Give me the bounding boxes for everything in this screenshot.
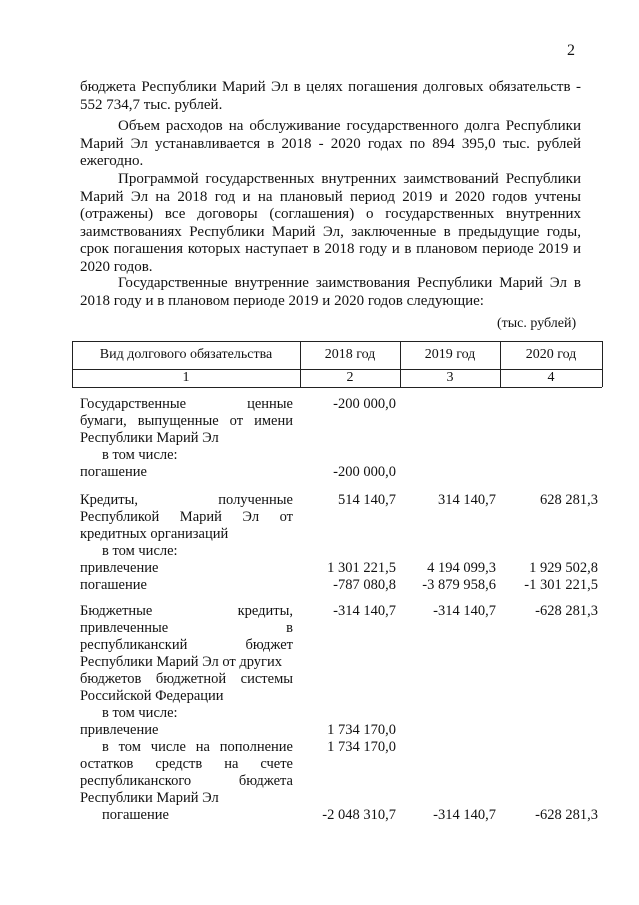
budget-credits-repay-2020: -628 281,3 [535, 807, 598, 823]
budget-credits-total-2018: -314 140,7 [333, 603, 396, 619]
header-2018: 2018 год [324, 347, 376, 362]
col-number-2: 2 [346, 370, 354, 385]
bank-credits-attract-2019: 4 194 099,3 [427, 560, 496, 576]
col-number-1: 1 [182, 370, 190, 385]
row-securities-label: Государственные ценные бумаги, выпущенные от имени Республики Марий Эл в том числе: погашение [80, 396, 293, 480]
budget-credits-replenish-2018: 1 734 170,0 [327, 739, 396, 755]
securities-total-2018: -200 000,0 [333, 396, 396, 412]
paragraph-4: Государственные внутренние заимствования Республики Марий Эл в 2018 году и в плановом периоде 2019 и 2020 годов следующие: [80, 275, 581, 309]
bank-credits-attract-2020: 1 929 502,8 [529, 560, 598, 576]
header-obligation-type: Вид долгового обязательства [99, 347, 273, 362]
bank-credits-repay-2018: -787 080,8 [333, 577, 396, 593]
paragraph-1: бюджета Республики Марий Эл в целях погашения долговых обязательств - 552 734,7 тыс. рублей. [80, 79, 581, 113]
securities-repayment-2018: -200 000,0 [333, 464, 396, 480]
units-label: (тыс. рублей) [497, 316, 577, 331]
bank-credits-total-2018: 514 140,7 [338, 492, 396, 508]
header-2019: 2019 год [424, 347, 476, 362]
paragraph-2: Объем расходов на обслуживание государственного долга Республики Марий Эл устанавливается в 2018 - 2020 годах по 894 395,0 тыс. рублей ежегодно. [80, 118, 581, 169]
paragraph-3: Программой государственных внутренних заимствований Республики Марий Эл на 2018 год и на плановый период 2019 и 2020 годов учтены (отражены) все договоры (соглашения) о государственных внутренних заимствованиях Республики Марий Эл, заключенные в предыдущие годы, срок погашения которых наступает в 2018 году и в плановом периоде 2019 и 2020 годов. [80, 171, 581, 275]
budget-credits-total-2019: -314 140,7 [433, 603, 496, 619]
budget-credits-repay-2018: -2 048 310,7 [322, 807, 396, 823]
row-budget-credits-label: Бюджетные кредиты, привлеченные в республиканский бюджет Республики Марий Эл от других бюджетов бюджетной системы Российской Федерации в том числе: привлечение в том числе на пополнение остатков средств на счете республиканского бюджета Республики Марий Эл погашение [80, 603, 293, 823]
col-number-3: 3 [446, 370, 454, 385]
page-number: 2 [567, 42, 575, 59]
header-2020: 2020 год [525, 347, 577, 362]
budget-credits-attract-2018: 1 734 170,0 [327, 722, 396, 738]
budget-credits-repay-2019: -314 140,7 [433, 807, 496, 823]
bank-credits-attract-2018: 1 301 221,5 [327, 560, 396, 576]
budget-credits-total-2020: -628 281,3 [535, 603, 598, 619]
bank-credits-repay-2019: -3 879 958,6 [422, 577, 496, 593]
col-number-4: 4 [547, 370, 555, 385]
bank-credits-total-2019: 314 140,7 [438, 492, 496, 508]
bank-credits-total-2020: 628 281,3 [540, 492, 598, 508]
row-bank-credits-label: Кредиты, полученные Республикой Марий Эл от кредитных организаций в том числе: привлечение погашение [80, 492, 293, 593]
bank-credits-repay-2020: -1 301 221,5 [524, 577, 598, 593]
